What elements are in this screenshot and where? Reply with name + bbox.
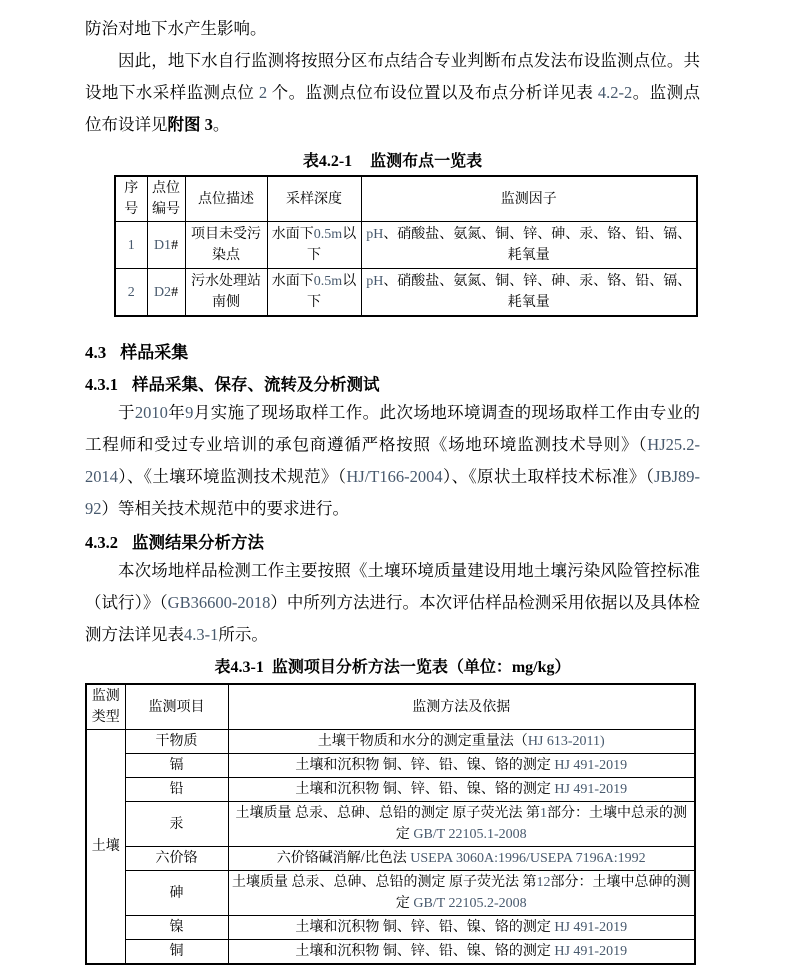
table-4-2-1-caption: 监测布点一览表 <box>370 153 483 170</box>
col-header-monitor-type: 监测类型 <box>86 684 125 730</box>
cell-item: 镉 <box>125 754 228 778</box>
table-row <box>86 847 695 871</box>
col-header-method-basis: 监测方法及依据 <box>228 684 695 730</box>
section-4-3-2-title: 监测结果分析方法 <box>132 533 264 552</box>
cell-item: 镍 <box>125 916 228 940</box>
table-header-row <box>115 176 697 222</box>
table-row <box>115 269 697 317</box>
section-heading-4-3-1 <box>85 373 700 397</box>
monitoring-points-table <box>114 175 698 317</box>
col-header-point-id: 点位编号 <box>147 176 185 222</box>
intro-bold-figure-ref: 附图 3 <box>167 115 213 134</box>
body-paragraph-intro <box>85 45 700 141</box>
cell-method: 土壤和沉积物 铜、锌、铅、镍、铬的测定 HJ 491-2019 <box>228 940 695 965</box>
table-row <box>86 871 695 916</box>
cell-item: 六价铬 <box>125 847 228 871</box>
intro-text-end: 。 <box>212 115 230 134</box>
col-header-factors: 监测因子 <box>361 176 697 222</box>
cell-method: 土壤质量 总汞、总砷、总铅的测定 原子荧光法 第12部分：土壤中总砷的测定 GB/T 22105.2-2008 <box>228 871 695 916</box>
col-header-monitor-item: 监测项目 <box>125 684 228 730</box>
col-header-sample-depth: 采样深度 <box>267 176 361 222</box>
cell-point-id: D2# <box>147 269 185 317</box>
table-4-3-1-number: 表4.3-1 <box>214 659 264 676</box>
cell-point-id: D1# <box>147 222 185 269</box>
col-header-seq: 序号 <box>115 176 147 222</box>
table-row <box>86 940 695 965</box>
cell-point-desc: 项目未受污染点 <box>185 222 267 269</box>
body-paragraph-continuation: 防治对地下水产生影响。 <box>85 19 267 38</box>
section-heading-4-3-2 <box>85 531 700 555</box>
cell-method: 土壤和沉积物 铜、锌、铅、镍、铬的测定 HJ 491-2019 <box>228 778 695 802</box>
table-4-2-1-number: 表4.2-1 <box>302 153 353 170</box>
section-4-3-1-title: 样品采集、保存、流转及分析测试 <box>132 375 380 394</box>
cell-item: 汞 <box>125 802 228 847</box>
body-paragraph-4-3-2: 本次场地样品检测工作主要按照《土壤环境质量建设用地土壤污染风险管控标准（试行）》（GB36600-2018）中所列方法进行。本次评估样品检测采用依据以及具体检测方法详见表4.3-1所示。 <box>85 561 701 644</box>
table-4-2-1-title <box>85 150 700 174</box>
cell-method: 土壤质量 总汞、总砷、总铅的测定 原子荧光法 第1部分：土壤中总汞的测定 GB/T 22105.1-2008 <box>228 802 695 847</box>
table-row <box>86 754 695 778</box>
table-row <box>115 222 697 269</box>
cell-item: 干物质 <box>125 730 228 754</box>
section-4-3-1-number: 4.3.1 <box>85 375 118 394</box>
cell-seq: 2 <box>115 269 147 317</box>
cell-point-desc: 污水处理站南侧 <box>185 269 267 317</box>
analysis-methods-table <box>85 683 696 965</box>
table-row <box>86 778 695 802</box>
table-header-row <box>86 684 695 730</box>
table-row <box>86 916 695 940</box>
cell-item: 铜 <box>125 940 228 965</box>
cell-factors: pH、硝酸盐、氨氮、铜、锌、砷、汞、铬、铅、镉、耗氧量 <box>361 222 697 269</box>
cell-factors: pH、硝酸盐、氨氮、铜、锌、砷、汞、铬、铅、镉、耗氧量 <box>361 269 697 317</box>
cell-sample-depth: 水面下0.5m以下 <box>267 222 361 269</box>
cell-seq: 1 <box>115 222 147 269</box>
intro-text: 因此，地下水自行监测将按照分区布点结合专业判断布点发法布设监测点位。共设地下水采样监测点位 2 个。监测点位布设位置以及布点分析详见表 4.2-2。监测点位布设详见 <box>85 51 701 134</box>
section-4-3-number: 4.3 <box>85 343 107 362</box>
cell-method: 土壤干物质和水分的测定重量法（HJ 613-2011) <box>228 730 695 754</box>
cell-category-soil: 土壤 <box>86 730 125 965</box>
table-4-3-1-title <box>85 656 700 680</box>
col-header-point-desc: 点位描述 <box>185 176 267 222</box>
cell-method: 土壤和沉积物 铜、锌、铅、镍、铬的测定 HJ 491-2019 <box>228 754 695 778</box>
section-4-3-title: 样品采集 <box>120 343 189 362</box>
section-4-3-2-number: 4.3.2 <box>85 533 118 552</box>
body-paragraph-4-3-1: 于2010年9月实施了现场取样工作。此次场地环境调查的现场取样工作由专业的工程师和受过专业培训的承包商遵循严格按照《场地环境监测技术导则》（HJ25.2-2014）、《土壤环境监测技术规范》（HJ/T166-2004）、《原状土取样技术标准》（JBJ89-92）等相关技术规范中的要求进行。 <box>85 403 701 518</box>
cell-method: 土壤和沉积物 铜、锌、铅、镍、铬的测定 HJ 491-2019 <box>228 916 695 940</box>
cell-item: 铅 <box>125 778 228 802</box>
table-4-3-1-caption: 监测项目分析方法一览表（单位：mg/kg） <box>271 659 571 676</box>
section-heading-4-3 <box>85 341 700 365</box>
table-row <box>86 802 695 847</box>
cell-sample-depth: 水面下0.5m以下 <box>267 269 361 317</box>
cell-item: 砷 <box>125 871 228 916</box>
table-row <box>86 730 695 754</box>
cell-method: 六价铬碱消解/比色法 USEPA 3060A:1996/USEPA 7196A:1992 <box>228 847 695 871</box>
